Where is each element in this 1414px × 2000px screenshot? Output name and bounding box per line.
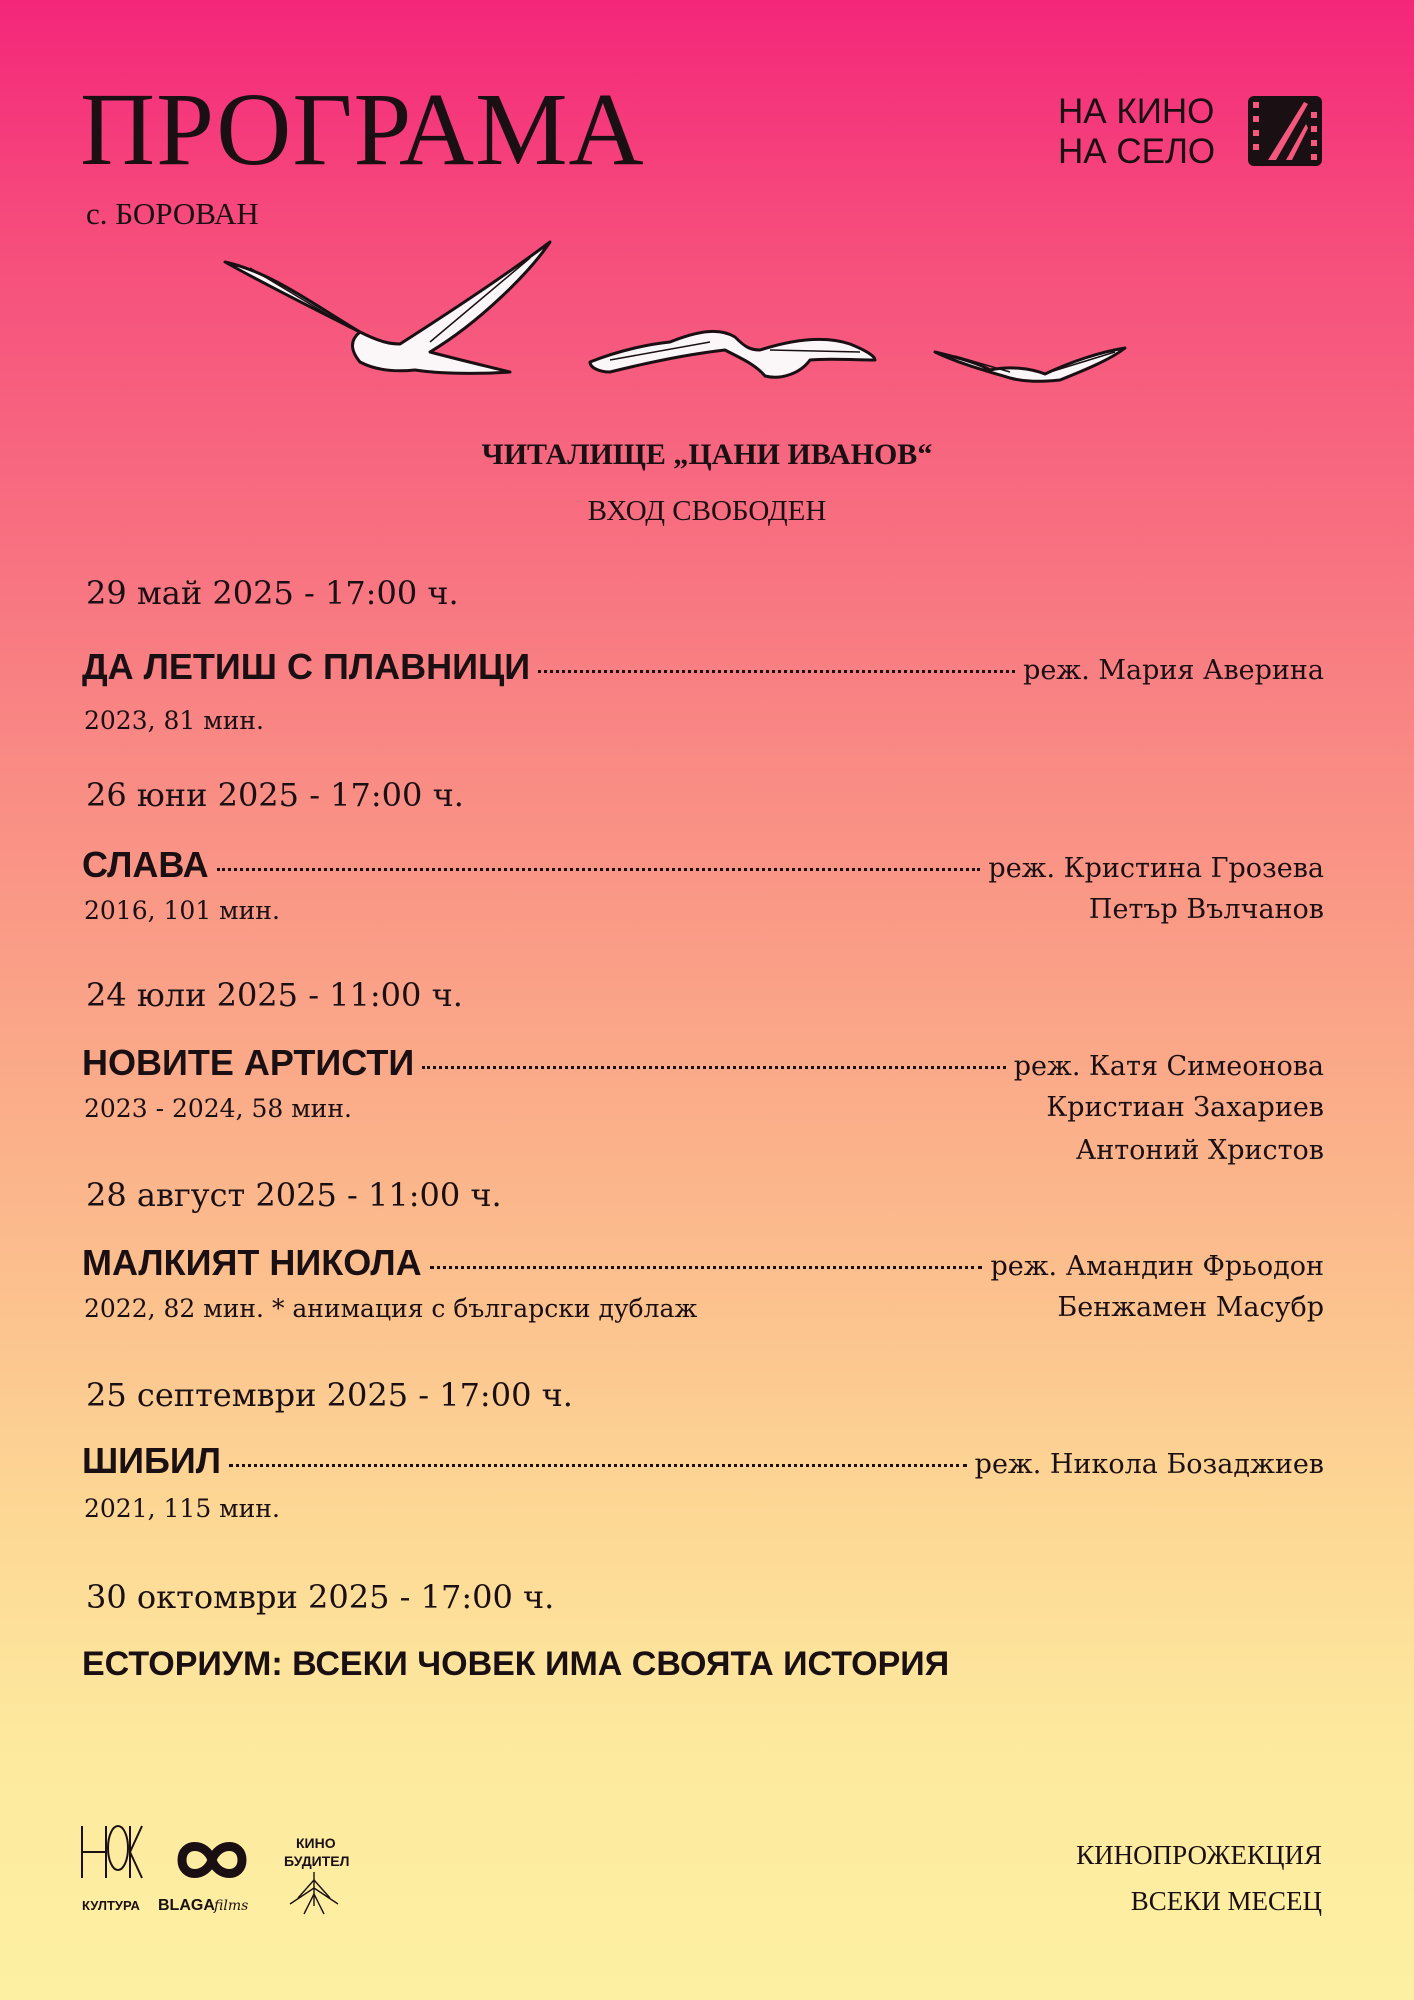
film-title: НОВИТЕ АРТИСТИ [82, 1042, 415, 1083]
logo-films-text: films [214, 1898, 249, 1914]
dotted-leader [422, 1066, 1006, 1069]
film-title: СЛАВА [82, 844, 209, 885]
brand-line-1: НА КИНО [1058, 92, 1215, 131]
venue-name: ЧИТАЛИЩЕ „ЦАНИ ИВАНОВ“ [481, 438, 933, 471]
film-director: реж. Катя Симеонова [1013, 1051, 1324, 1082]
film-director: реж. Амандин Фрьодон [990, 1251, 1324, 1282]
film-title: ШИБИЛ [82, 1440, 222, 1481]
page-title: ПРОГРАМА [80, 72, 645, 187]
film-strip-logo-icon [1246, 94, 1324, 168]
film-meta: 2023 - 2024, 58 мин. [84, 1094, 352, 1123]
screening-date: 28 август 2025 - 11:00 ч. [86, 1176, 502, 1214]
dotted-leader [217, 868, 981, 871]
brand-line-2: НА СЕЛО [1058, 132, 1216, 171]
village-name: с. БОРОВАН [86, 196, 259, 231]
film-row [82, 1440, 1324, 1482]
entry-note: ВХОД СВОБОДЕН [587, 495, 827, 527]
film-director: реж. Никола Бозаджиев [974, 1449, 1324, 1480]
film-title: ДА ЛЕТИШ С ПЛАВНИЦИ [82, 646, 531, 687]
dotted-leader [538, 670, 1015, 673]
film-meta: 2016, 101 мин. [84, 896, 280, 925]
dotted-leader [430, 1266, 983, 1269]
logo-kino-text: КИНО [296, 1835, 336, 1851]
footer-line-1: КИНОПРОЖЕКЦИЯ [1076, 1840, 1322, 1870]
flying-birds-illustration [210, 232, 1150, 412]
logo-buditel-text: БУДИТЕЛ [284, 1853, 350, 1869]
film-row [82, 1042, 1324, 1084]
film-row [82, 646, 1324, 688]
logo-culture-text: КУЛТУРА [82, 1898, 140, 1913]
logo-blaga-text: BLAGA [158, 1897, 215, 1914]
screening-date: 24 юли 2025 - 11:00 ч. [86, 976, 463, 1014]
blaga-films-infinity-icon [182, 1847, 242, 1874]
screening-date: 25 септември 2025 - 17:00 ч. [86, 1376, 573, 1414]
roots-icon [290, 1872, 338, 1914]
dotted-leader [229, 1464, 967, 1467]
film-meta: 2022, 82 мин. * анимация с български дублаж [84, 1294, 698, 1323]
footer-line-2: ВСЕКИ МЕСЕЦ [1130, 1886, 1322, 1916]
film-director: реж. Кристина Грозева [988, 853, 1324, 884]
film-row [82, 844, 1324, 886]
partner-logos [78, 1818, 378, 1928]
film-codirector: Бенжамен Масубр [1057, 1292, 1324, 1323]
film-codirector: Кристиан Захариев [1046, 1092, 1324, 1123]
footer-note [1076, 1832, 1322, 1924]
film-title: ЕСТОРИУМ: ВСЕКИ ЧОВЕК ИМА СВОЯТА ИСТОРИЯ [82, 1645, 950, 1683]
film-meta: 2021, 115 мин. [84, 1494, 280, 1523]
film-codirector: Петър Вълчанов [1088, 894, 1324, 925]
screening-date: 26 юни 2025 - 17:00 ч. [86, 776, 464, 814]
film-row [82, 1242, 1324, 1284]
brand-text [1058, 92, 1215, 172]
film-codirector: Антоний Христов [1075, 1135, 1324, 1166]
film-title: МАЛКИЯТ НИКОЛА [82, 1242, 422, 1283]
film-director: реж. Мария Аверина [1023, 655, 1324, 686]
national-culture-fund-logo-icon [82, 1826, 142, 1878]
screening-date: 29 май 2025 - 17:00 ч. [86, 574, 459, 612]
film-meta: 2023, 81 мин. [84, 706, 264, 735]
screening-date: 30 октомври 2025 - 17:00 ч. [86, 1578, 555, 1616]
